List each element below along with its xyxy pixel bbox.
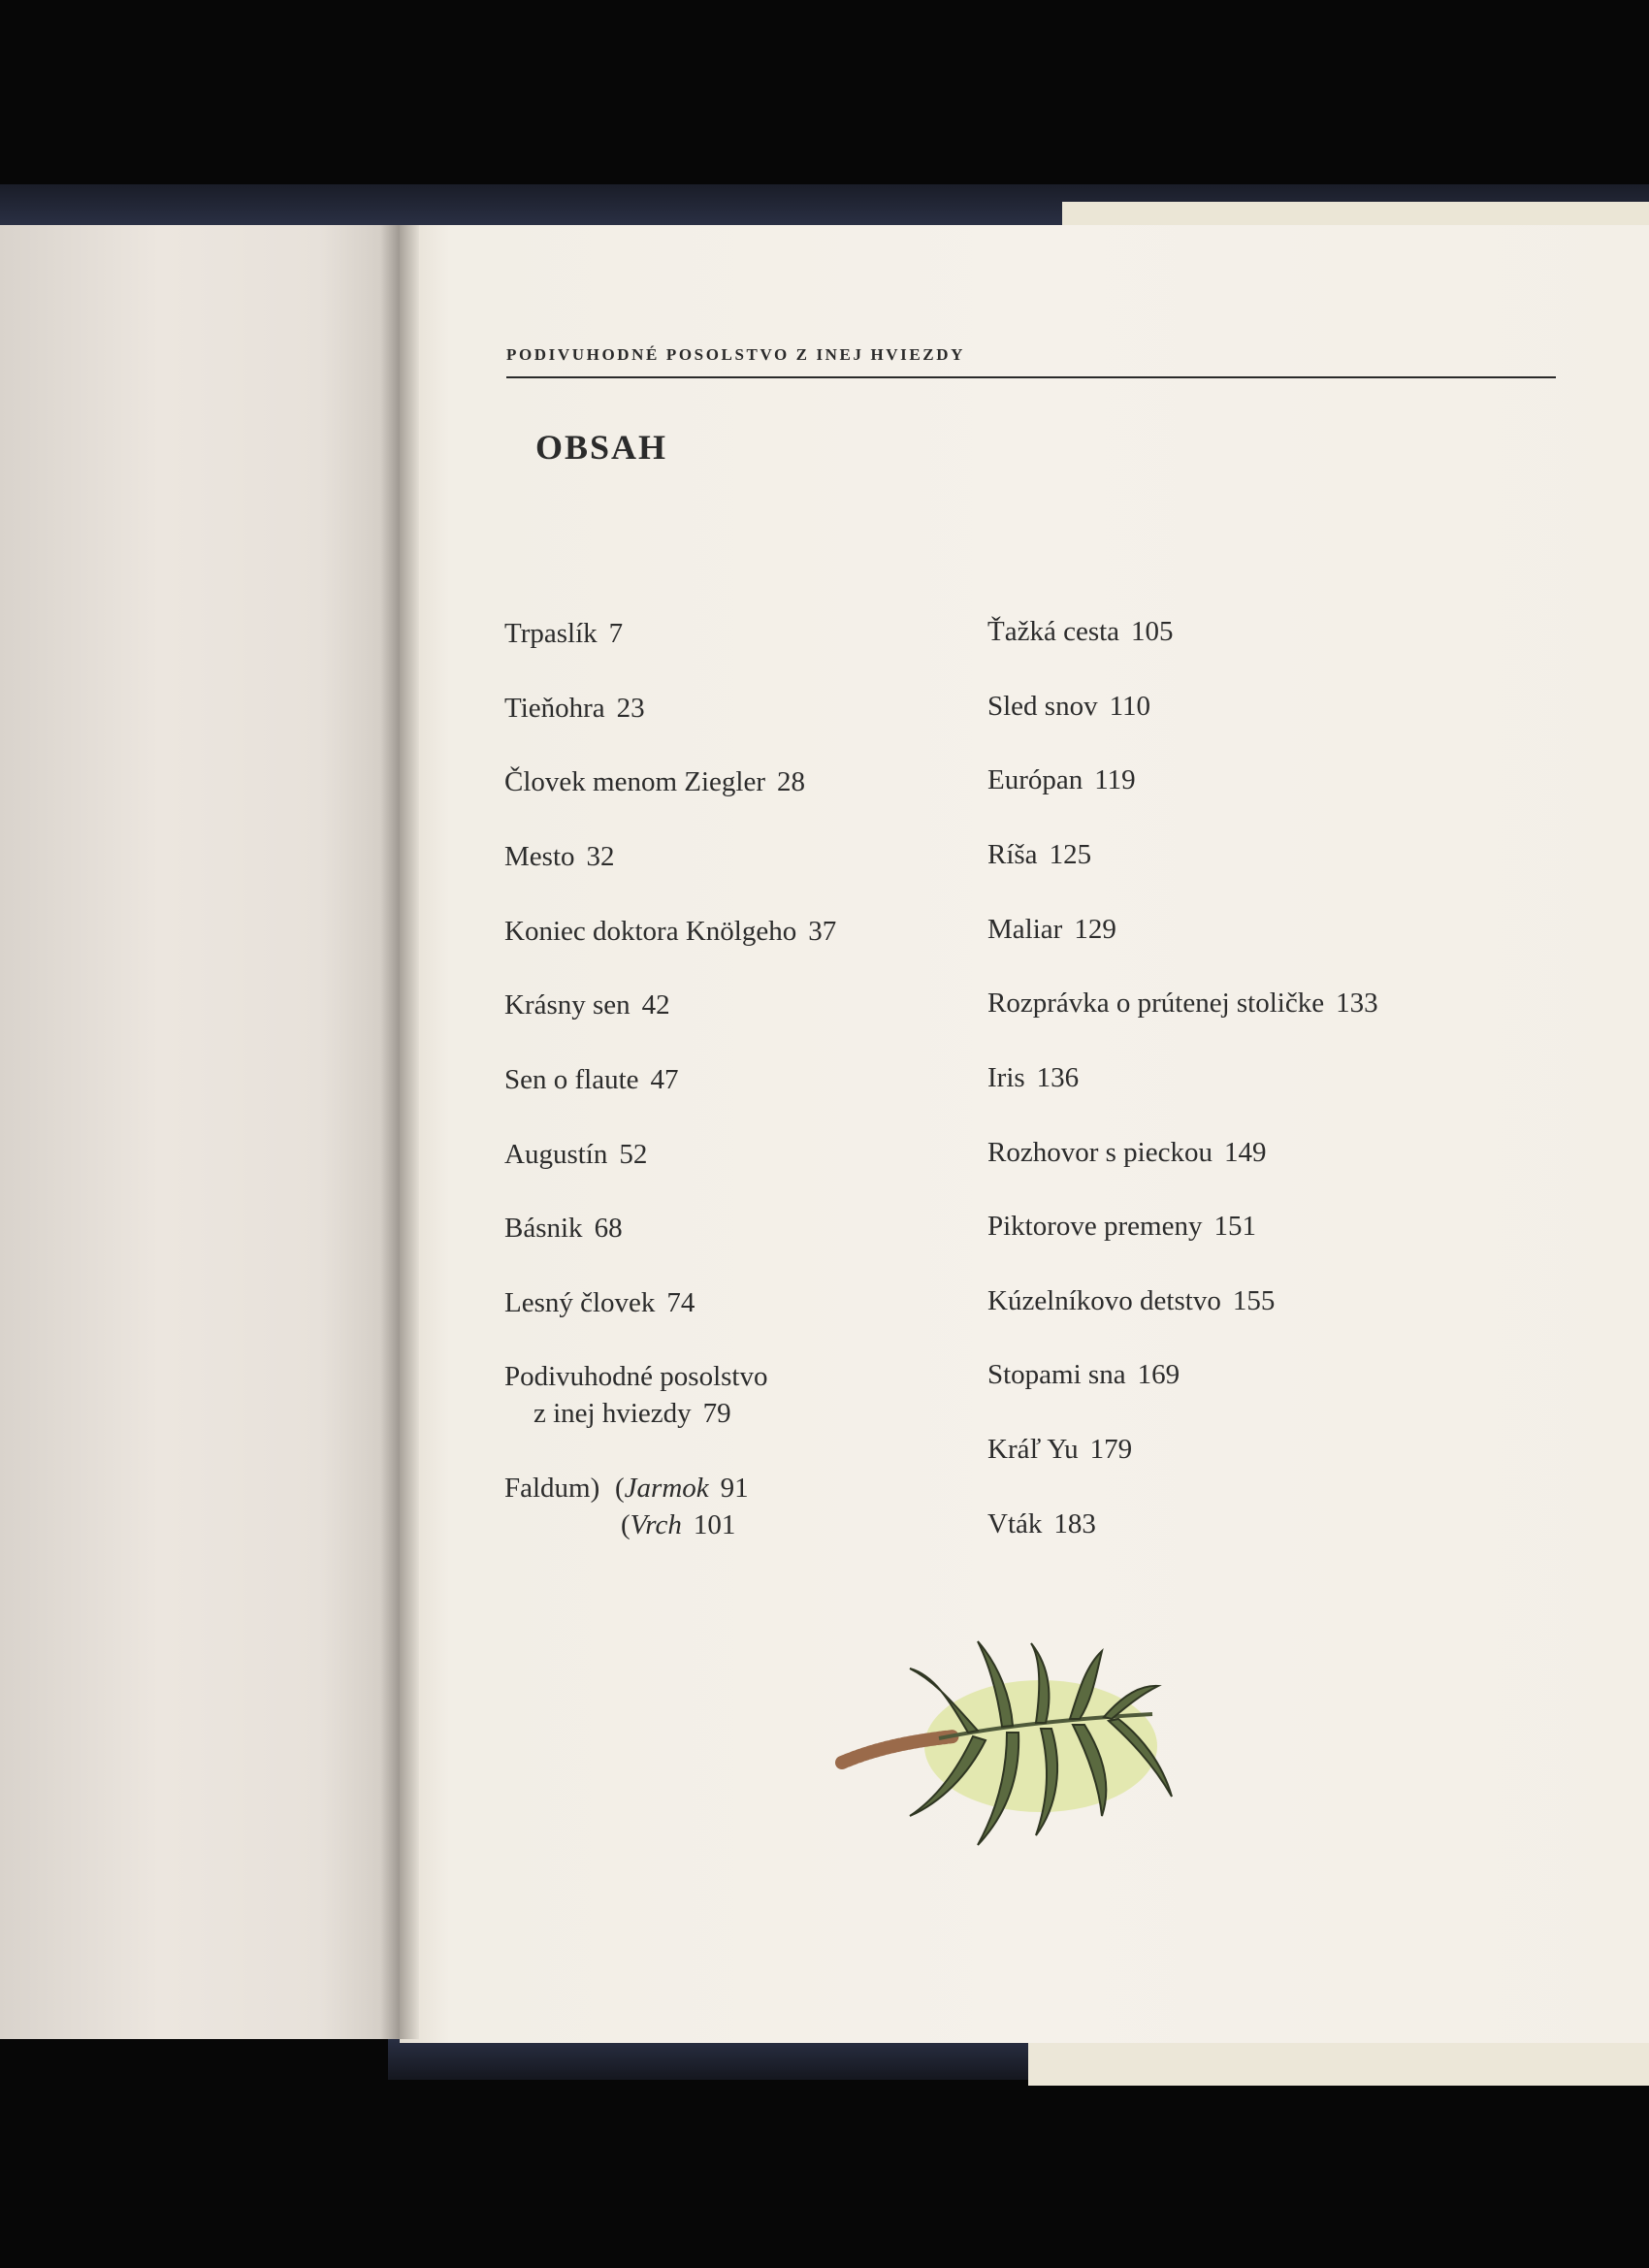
toc-entry bbox=[504, 987, 670, 1023]
header-rule bbox=[506, 376, 1556, 378]
toc-entry-two-line bbox=[504, 1358, 768, 1432]
toc-entry bbox=[987, 911, 1116, 948]
left-page bbox=[0, 225, 400, 2039]
toc-entry bbox=[504, 690, 645, 727]
toc-entry-page: 52 bbox=[619, 1139, 648, 1170]
paren: ( bbox=[615, 1473, 625, 1504]
toc-entry-title: Stopami sna bbox=[987, 1359, 1126, 1390]
toc-entry-title: Človek menom Ziegler bbox=[504, 766, 765, 797]
toc-entry-title: Ťažká cesta bbox=[987, 616, 1120, 647]
toc-entry-title-continued: z inej hviezdy bbox=[534, 1398, 692, 1429]
toc-entry-title: Lesný človek bbox=[504, 1287, 656, 1318]
toc-entry-title: Mesto bbox=[504, 841, 575, 872]
toc-entry-page: 42 bbox=[641, 989, 670, 1021]
toc-entry bbox=[987, 1356, 1180, 1393]
toc-entry-title: Faldum) bbox=[504, 1473, 600, 1504]
toc-entry-page: 47 bbox=[650, 1064, 679, 1095]
toc-entry-page: 133 bbox=[1336, 988, 1378, 1019]
toc-entry-page: 101 bbox=[693, 1509, 736, 1540]
toc-entry bbox=[504, 1136, 647, 1173]
toc-entry-page: 125 bbox=[1049, 839, 1092, 870]
toc-entry-page: 105 bbox=[1131, 616, 1174, 647]
toc-entry bbox=[987, 1059, 1079, 1096]
toc-entry bbox=[987, 1134, 1266, 1171]
toc-subentry bbox=[621, 1507, 735, 1543]
toc-entry bbox=[504, 1210, 623, 1247]
toc-entry-page: 91 bbox=[720, 1473, 749, 1504]
toc-entry bbox=[987, 613, 1174, 650]
toc-entry-title: Krásny sen bbox=[504, 989, 630, 1021]
toc-entry-title: Iris bbox=[987, 1062, 1025, 1093]
toc-entry-title: Vták bbox=[987, 1508, 1043, 1539]
toc-entry-page: 155 bbox=[1232, 1285, 1276, 1316]
toc-entry-page: 79 bbox=[702, 1398, 731, 1429]
toc-entry bbox=[987, 1282, 1275, 1319]
toc-entry-title: Ríša bbox=[987, 839, 1038, 870]
toc-entry-title: Augustín bbox=[504, 1139, 608, 1170]
toc-entry-page: 151 bbox=[1213, 1211, 1256, 1242]
toc-entry-page: 183 bbox=[1053, 1508, 1096, 1539]
toc-entry-title: Podivuhodné posolstvo bbox=[504, 1361, 768, 1392]
toc-entry bbox=[987, 985, 1378, 1021]
toc-entry bbox=[987, 1431, 1132, 1468]
toc-entry-page: 179 bbox=[1089, 1434, 1133, 1465]
running-head: PODIVUHODNÉ POSOLSTVO Z INEJ HVIEZDY bbox=[506, 345, 965, 364]
toc-entry-title: Piktorove premeny bbox=[987, 1211, 1203, 1242]
fern-leaf-icon bbox=[832, 1632, 1203, 1864]
toc-entry-page: 74 bbox=[666, 1287, 695, 1318]
toc-entry-title: Európan bbox=[987, 764, 1083, 795]
toc-subentry bbox=[615, 1470, 749, 1507]
toc-entry-title: Maliar bbox=[987, 914, 1063, 945]
toc-entry-page: 28 bbox=[777, 766, 805, 797]
toc-entry-title: Rozprávka o prútenej stoličke bbox=[987, 988, 1325, 1019]
toc-entry-page: 129 bbox=[1074, 914, 1116, 945]
book-gutter bbox=[380, 225, 419, 2039]
toc-entry-page: 169 bbox=[1137, 1359, 1180, 1390]
toc-entry bbox=[987, 1208, 1256, 1245]
toc-entry bbox=[987, 688, 1150, 725]
toc-entry bbox=[504, 1284, 695, 1321]
toc-entry-page: 149 bbox=[1223, 1137, 1267, 1168]
toc-entry bbox=[987, 761, 1136, 798]
toc-entry-title: Koniec doktora Knölgeho bbox=[504, 916, 797, 947]
page-title: OBSAH bbox=[535, 428, 668, 467]
toc-entry bbox=[504, 838, 615, 875]
toc-entry-faldum bbox=[504, 1470, 892, 1547]
toc-entry-title: Kráľ Yu bbox=[987, 1434, 1079, 1465]
toc-entry-page: 23 bbox=[616, 693, 645, 724]
toc-entry-page: 68 bbox=[594, 1213, 623, 1244]
toc-entry bbox=[987, 836, 1091, 873]
toc-entry-title: Tieňohra bbox=[504, 693, 605, 724]
toc-entry-page: 7 bbox=[608, 618, 624, 649]
toc-entry-title: Básnik bbox=[504, 1213, 583, 1244]
toc-entry-title: Trpaslík bbox=[504, 618, 598, 649]
paren: ( bbox=[621, 1509, 630, 1540]
toc-entry-page: 136 bbox=[1036, 1062, 1080, 1093]
toc-entry bbox=[504, 763, 805, 800]
dust-jacket-flap-bottom bbox=[1028, 2043, 1649, 2086]
toc-entry bbox=[504, 913, 836, 950]
toc-subentry-title: Jarmok bbox=[624, 1473, 709, 1504]
toc-entry-page: 110 bbox=[1109, 691, 1151, 722]
toc-entry-page: 37 bbox=[808, 916, 837, 947]
toc-entry-title: Sled snov bbox=[987, 691, 1098, 722]
toc-entry-title: Rozhovor s pieckou bbox=[987, 1137, 1212, 1168]
toc-subentry-title: Vrch bbox=[630, 1509, 682, 1540]
toc-entry-page: 32 bbox=[586, 841, 615, 872]
toc-entry-title: Kúzelníkovo detstvo bbox=[987, 1285, 1221, 1316]
toc-entry bbox=[987, 1506, 1096, 1542]
toc-entry bbox=[504, 615, 623, 652]
toc-entry bbox=[504, 1061, 679, 1098]
toc-entry-page: 119 bbox=[1094, 764, 1136, 795]
toc-entry-title: Sen o flaute bbox=[504, 1064, 639, 1095]
